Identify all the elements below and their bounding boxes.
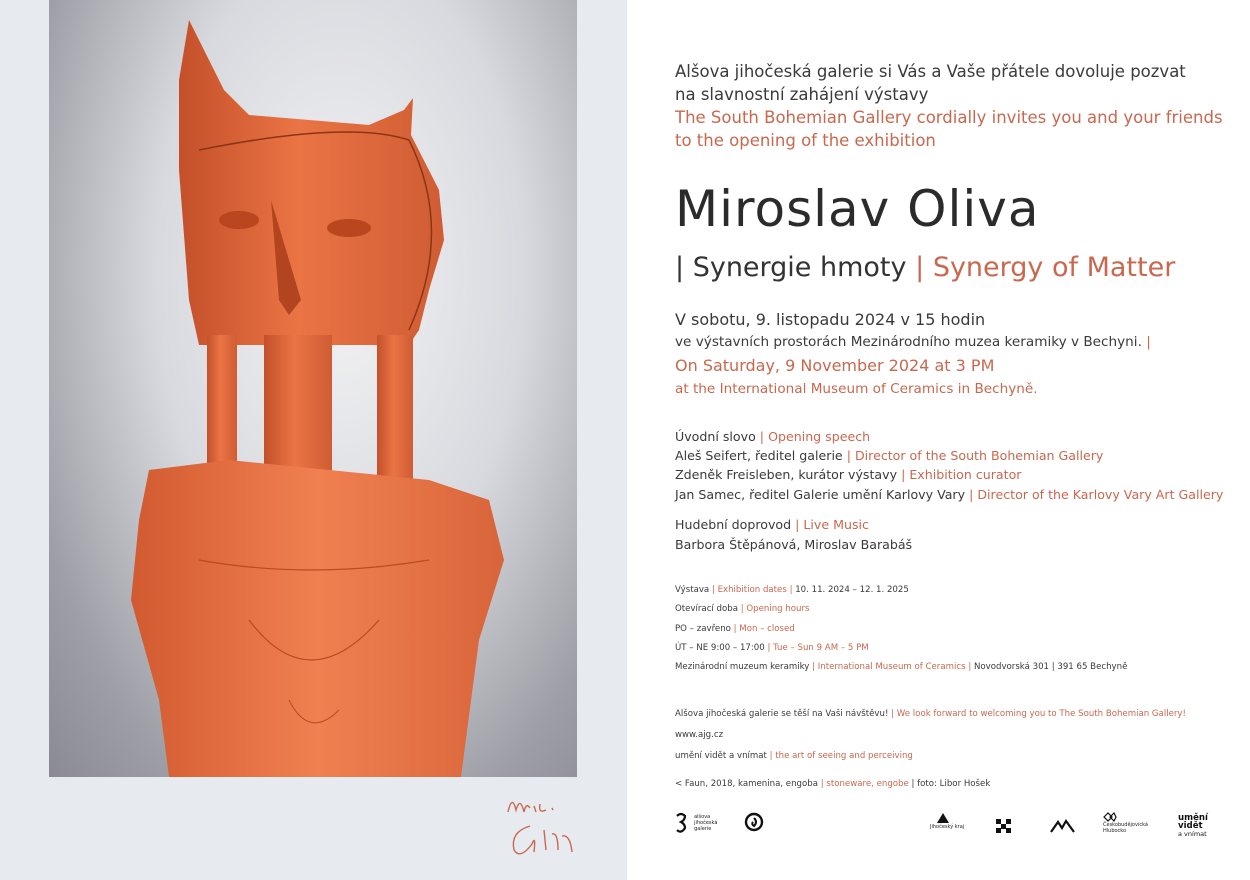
opening-cs: Úvodní slovo	[675, 429, 756, 444]
invitation-cs-line2: na slavnostní zahájení výstavy	[675, 85, 929, 104]
separator: |	[1146, 334, 1151, 350]
hours-en: Opening hours	[746, 604, 810, 614]
musicians: Barbora Štěpánová, Miroslav Barabáš	[675, 537, 913, 552]
title-en: Synergy of Matter	[932, 252, 1176, 283]
tue-sun-en: Tue – Sun 9 AM – 5 PM	[773, 643, 869, 653]
venue-en: at the International Museum of Ceramics in Bechyně.	[675, 381, 1038, 397]
motto-logo	[1178, 814, 1208, 838]
website-link[interactable]: www.ajg.cz	[675, 730, 724, 740]
caption-cs: < Faun, 2018, kamenina, engoba	[675, 779, 818, 789]
motto-row: umění vidět a vnímat | the art of seeing and perceiving	[675, 751, 913, 761]
venue-cs-line	[675, 334, 1151, 350]
invitation-en-line1: The South Bohemian Gallery cordially invites you and your friends	[675, 108, 1223, 127]
speaker-cs: Jan Samec, ředitel Galerie umění Karlovy Vary	[675, 487, 966, 502]
program-opening	[675, 427, 870, 447]
separator: |	[759, 429, 765, 444]
exhibition-dates: 10. 11. 2024 – 12. 1. 2025	[795, 585, 909, 595]
ajg-mark-icon	[675, 812, 687, 834]
budejovice-logo	[1103, 812, 1148, 834]
tue-sun-cs: ÚT – NE 9:00 – 17:00	[675, 643, 765, 653]
speaker-en: Director of the Karlovy Vary Art Gallery	[977, 487, 1224, 502]
caption-photo-credit: | foto: Libor Hošek	[911, 779, 991, 789]
hours-row: Otevírací doba | Opening hours	[675, 604, 810, 614]
hours-cs: Otevírací doba	[675, 604, 738, 614]
speaker-row	[675, 485, 1223, 505]
monday-row: PO – zavřeno | Mon – closed	[675, 624, 795, 634]
motto-logo-line: vidět	[1178, 821, 1203, 831]
jihocesky-kraj-logo	[930, 812, 964, 830]
caption-en: stoneware, engobe	[826, 779, 909, 789]
separator: |	[901, 467, 906, 482]
exhibition-dates-row: Výstava | Exhibition dates | 10. 11. 2024 – 12. 1. 2025	[675, 585, 909, 595]
motto-logo-line: a vnímat	[1178, 830, 1207, 838]
motto-logo-line: umění	[1178, 813, 1208, 823]
kraj-emblem-icon	[936, 812, 950, 824]
spiral-logo-icon	[744, 812, 764, 836]
monday-en: Mon – closed	[739, 624, 795, 634]
music-cs: Hudební doprovod	[675, 517, 792, 532]
ajg-logo-line: jihočeská	[694, 820, 718, 826]
title-separator: |	[915, 252, 925, 283]
separator: |	[846, 448, 851, 463]
speaker-row	[675, 446, 1103, 466]
date-cs: V sobotu, 9. listopadu 2024 v 15 hodin	[675, 310, 986, 329]
welcome-cs: Alšova jihočeská galerie se těší na Vaši návštěvu!	[675, 709, 889, 719]
artist-name: Miroslav Oliva	[675, 180, 1040, 238]
exhibition-cs: Výstava	[675, 585, 710, 595]
ajg-logo-line: alšova	[694, 814, 711, 820]
invitation-cs-line1: Alšova jihočeská galerie si Vás a Vaše přátele dovoluje pozvat	[675, 62, 1186, 81]
motto-cs: umění vidět a vnímat	[675, 751, 767, 761]
mountain-logo-icon	[1050, 818, 1076, 838]
photo-caption: < Faun, 2018, kamenina, engoba | stoneware, engobe | foto: Libor Hošek	[675, 779, 991, 789]
speaker-cs: Zdeněk Freisleben, kurátor výstavy	[675, 467, 898, 482]
ajg-logo-line: galerie	[694, 826, 712, 832]
music-en: Live Music	[803, 517, 869, 532]
checker-logo-icon	[996, 818, 1012, 837]
title-cs: Synergie hmoty	[692, 252, 907, 283]
sculpture-photo	[49, 0, 577, 777]
speaker-en: Exhibition curator	[909, 467, 1022, 482]
welcome-en: We look forward to welcoming you to The South Bohemian Gallery!	[896, 709, 1186, 719]
motto-en: the art of seeing and perceiving	[775, 751, 913, 761]
tue-sun-row: ÚT – NE 9:00 – 17:00 | Tue – Sun 9 AM – 5 PM	[675, 643, 869, 653]
exhibition-en: Exhibition dates	[717, 585, 787, 595]
faun-sculpture-image	[49, 0, 577, 777]
invitation-en-line2: to the opening of the exhibition	[675, 131, 936, 150]
opening-en: Opening speech	[768, 429, 871, 444]
budejovice-label: Hlubocko	[1103, 828, 1127, 834]
title-separator: |	[675, 252, 685, 283]
artist-signature	[500, 792, 580, 868]
speaker-en: Director of the South Bohemian Gallery	[854, 448, 1104, 463]
address: Novodvorská 301 | 391 65 Bechyně	[973, 662, 1128, 672]
separator: |	[969, 487, 974, 502]
ajg-logo	[675, 812, 717, 834]
address-row: Mezinárodní muzeum keramiky | International Museum of Ceramics | Novodvorská 301 | 391 65 Bechyně	[675, 662, 1128, 672]
museum-en: International Museum of Ceramics	[817, 662, 966, 672]
museum-cs: Mezinárodní muzeum keramiky	[675, 662, 810, 672]
budejovice-mark-icon	[1103, 812, 1117, 822]
kraj-label: Jihočeský kraj	[930, 824, 965, 830]
monday-cs: PO – zavřeno	[675, 624, 731, 634]
separator: |	[795, 517, 800, 532]
budejovice-label: Českobudějovická	[1103, 822, 1148, 828]
venue-cs: ve výstavních prostorách Mezinárodního muzea keramiky v Bechyni.	[675, 334, 1142, 350]
speaker-row	[675, 465, 1021, 485]
exhibition-title	[675, 252, 1175, 283]
date-en: On Saturday, 9 November 2024 at 3 PM	[675, 356, 995, 375]
music-heading	[675, 515, 869, 535]
welcome-row: Alšova jihočeská galerie se těší na Vaši návštěvu! | We look forward to welcoming you to The South Bohemian Gallery!	[675, 709, 1186, 719]
speaker-cs: Aleš Seifert, ředitel galerie	[675, 448, 843, 463]
